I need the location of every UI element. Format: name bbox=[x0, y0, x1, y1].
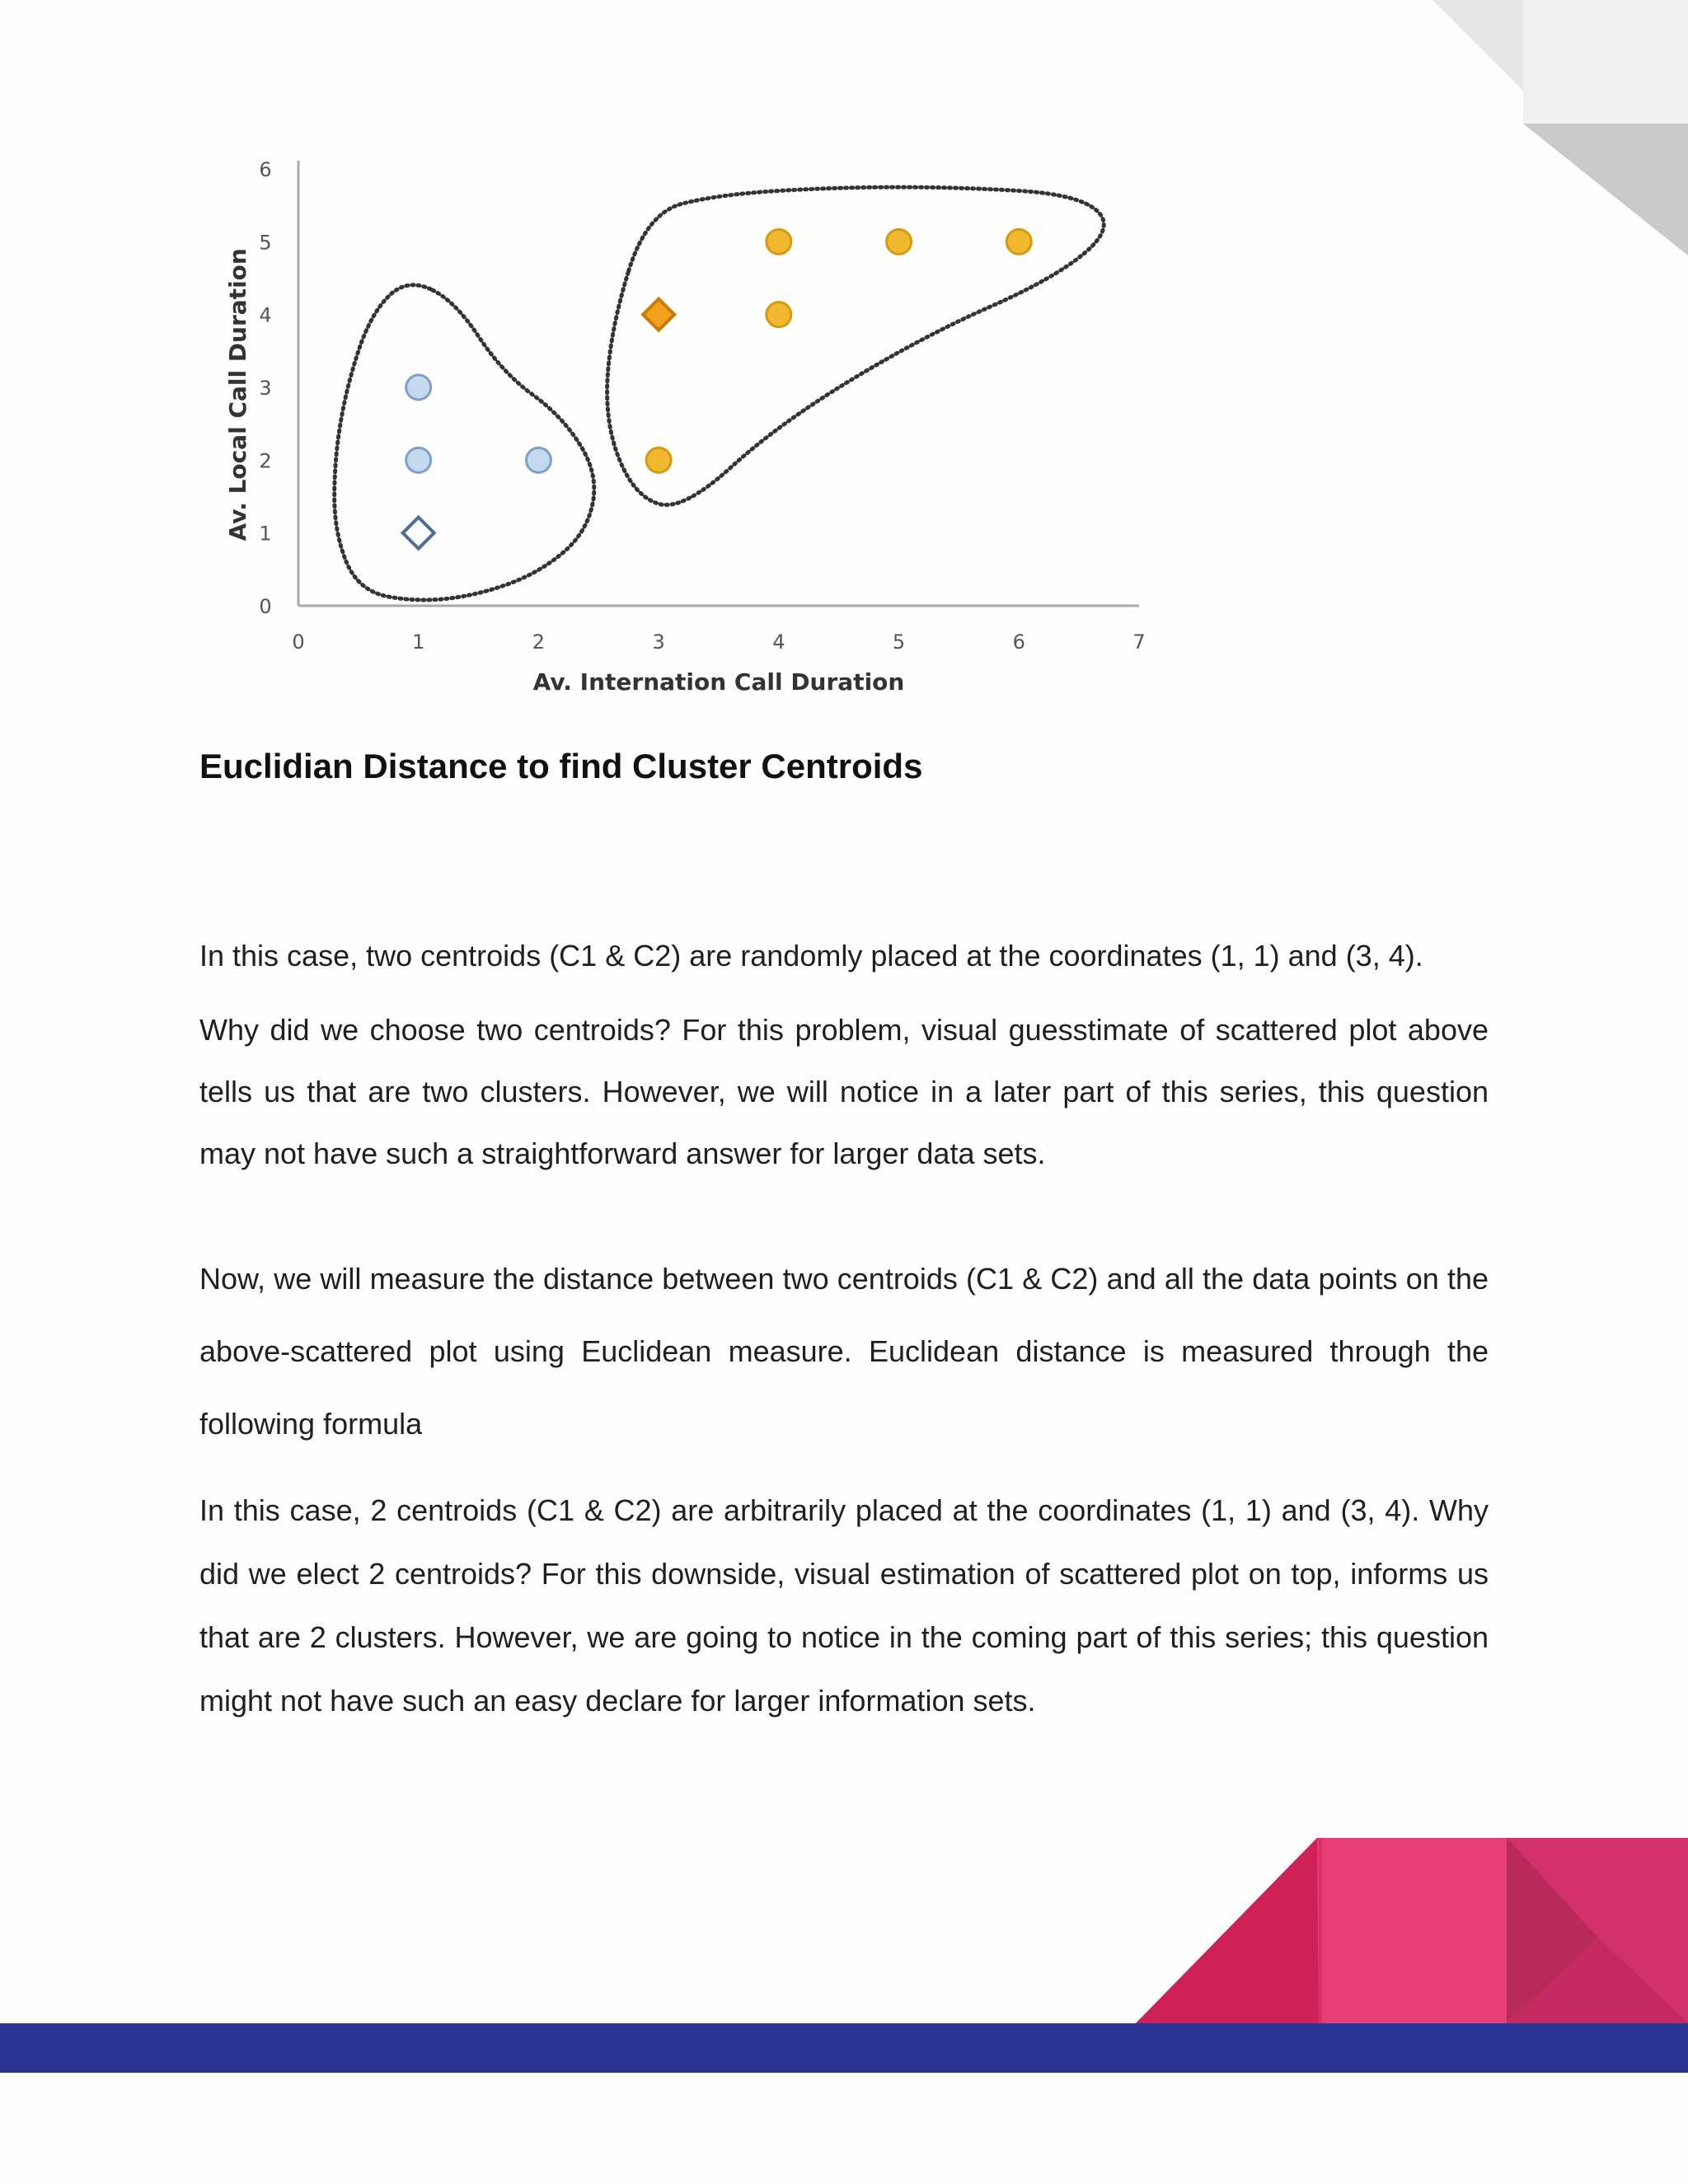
corner-decoration-bottom bbox=[1136, 1838, 1688, 2023]
x-tick-label: 7 bbox=[1132, 630, 1146, 654]
data-point bbox=[406, 375, 431, 400]
y-tick-label: 0 bbox=[259, 595, 272, 618]
data-point bbox=[767, 302, 791, 327]
x-axis-label: Av. Internation Call Duration bbox=[532, 668, 905, 696]
data-point bbox=[406, 448, 431, 472]
data-point bbox=[767, 229, 791, 254]
paragraph-arbitrary: In this case, 2 centroids (C1 & C2) are arbitrarily placed at the coordinates (1, 1) and (3, 4). Why did we elect 2 centroids? For this downside, visual estimation of scattered plot on top, informs us that are 2 clusters. However, we are going to notice in the coming part of this series; this question might not have such an easy declare for larger information sets. bbox=[199, 1493, 1489, 1718]
footer-band bbox=[0, 2023, 1688, 2073]
cluster-outline bbox=[335, 285, 594, 600]
x-tick-label: 0 bbox=[292, 630, 305, 654]
paragraph-centroids: In this case, two centroids (C1 & C2) are randomly placed at the coordinates (1, 1) and (3, 4). bbox=[199, 939, 1423, 972]
y-axis-label: Av. Local Call Duration bbox=[224, 248, 251, 541]
scatter-chart bbox=[0, 0, 1170, 709]
y-tick-label: 6 bbox=[259, 158, 272, 181]
paragraph-why-two: Why did we choose two centroids? For this problem, visual guesstimate of scattered plot above tells us that are two clusters. However, we will notice in a later part of this series, this question may not have such a straightforward answer for larger data sets. bbox=[199, 1013, 1489, 1170]
paragraph-euclidean: Now, we will measure the distance between two centroids (C1 & C2) and all the data points on the above-scattered plot using Euclidean measure. Euclidean distance is measured through the following formula bbox=[199, 1262, 1489, 1441]
data-point bbox=[526, 448, 551, 472]
corner-decoration-top bbox=[1432, 0, 1688, 255]
data-point bbox=[646, 448, 671, 472]
x-tick-label: 3 bbox=[652, 630, 665, 654]
centroid-marker bbox=[403, 518, 434, 549]
section-heading: Euclidian Distance to find Cluster Centroids bbox=[199, 747, 923, 785]
x-tick-label: 2 bbox=[532, 630, 546, 654]
x-tick-label: 6 bbox=[1012, 630, 1025, 654]
y-tick-label: 3 bbox=[259, 377, 272, 400]
y-tick-label: 1 bbox=[259, 522, 272, 546]
y-tick-label: 5 bbox=[259, 231, 272, 255]
centroid-marker bbox=[643, 299, 674, 330]
x-tick-label: 4 bbox=[772, 630, 785, 654]
y-tick-label: 2 bbox=[259, 449, 272, 473]
x-tick-label: 1 bbox=[412, 630, 425, 654]
y-tick-label: 4 bbox=[259, 303, 272, 327]
data-point bbox=[1006, 229, 1031, 254]
x-tick-label: 5 bbox=[892, 630, 906, 654]
data-point bbox=[887, 229, 912, 254]
